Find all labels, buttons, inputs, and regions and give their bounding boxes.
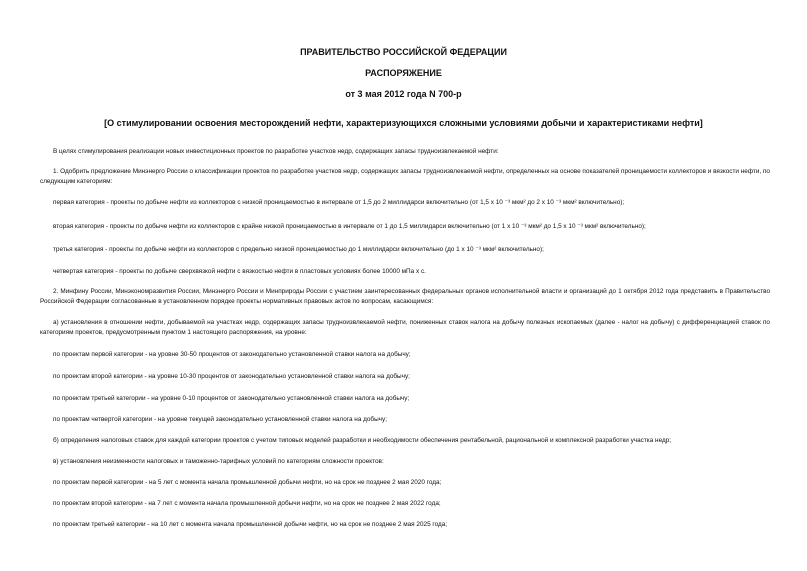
paragraph-item-2: 2. Минфину России, Минэкономразвития России, Минэнерго России и Минприроды России с участием заинтересованных федеральных органов исполнительной власти и организаций до 1 октября 2012 года представить в Правительство Российской Федерации согласованные в установленном порядке проекты нормативных правовых актов по вопросам, касающимся: xyxy=(40,288,770,305)
paragraph-preamble: В целях стимулирования реализации новых инвестиционных проектов по разработке участков недр, содержащих запасы трудноизвлекаемой нефти: xyxy=(53,148,499,155)
paragraph-category-3: третья категория - проекты по добыче нефти из коллекторов с предельно низкой проницаемостью до 1 миллидарси включительно (до 1 х 10 ⁻³ мкм² включительно); xyxy=(53,246,544,253)
document-date-number: от 3 мая 2012 года N 700-р xyxy=(345,89,462,99)
document-title: [О стимулировании освоения месторождений нефти, характеризующихся сложными условиями добычи и характеристиками нефти] xyxy=(104,118,703,128)
government-heading: ПРАВИТЕЛЬСТВО РОССИЙСКОЙ ФЕДЕРАЦИИ xyxy=(300,47,507,57)
paragraph-rate-category-4: по проектам четвертой категории - на уровне текущей законодательно установленной ставки налога на добычу; xyxy=(53,416,387,423)
paragraph-rate-category-2: по проектам второй категории - на уровне 10-30 процентов от законодательно установленной ставки налога на добычу; xyxy=(53,373,410,380)
paragraph-item-2a: а) установления в отношении нефти, добываемой на участках недр, содержащих запасы трудноизвлекаемой нефти, пониженных ставок налога на добычу полезных ископаемых (далее - налог на добычу) с дифференциацией ставок по категориям проектов, предусмотренным пунктом 1 настоящего распоряжения, на уровне: xyxy=(40,319,770,336)
paragraph-term-category-3: по проектам третьей категории - на 10 лет с момента начала промышленной добычи нефти, но на срок не позднее 2 мая 2025 года; xyxy=(53,521,448,528)
paragraph-category-4: четвертая категория - проекты по добыче сверхвязкой нефти с вязкостью нефти в пластовых условиях более 10000 мПа х с. xyxy=(53,268,426,275)
paragraph-term-category-1: по проектам первой категории - на 5 лет с момента начала промышленной добычи нефти, но на срок не позднее 2 мая 2020 года; xyxy=(53,479,442,486)
paragraph-rate-category-3: по проектам третьей категории - на уровне 0-10 процентов от законодательно установленной ставки налога на добычу; xyxy=(53,395,410,402)
paragraph-item-2b: б) определения налоговых ставок для каждой категории проектов с учетом типовых моделей разработки и необходимости обеспечения рентабельной, рациональной и комплексной разработки участка недр; xyxy=(53,437,672,444)
paragraph-term-category-2: по проектам второй категории - на 7 лет с момента начала промышленной добычи нефти, но на срок не позднее 2 мая 2022 года; xyxy=(53,500,441,507)
paragraph-rate-category-1: по проектам первой категории - на уровне 30-50 процентов от законодательно установленной ставки налога на добычу; xyxy=(53,351,411,358)
paragraph-item-2c: в) установления неизменности налоговых и таможенно-тарифных условий по категориям сложности проектов: xyxy=(53,458,384,465)
document-type-heading: РАСПОРЯЖЕНИЕ xyxy=(365,68,442,78)
paragraph-category-2: вторая категория - проекты по добыче нефти из коллекторов с крайне низкой проницаемостью в интервале от 1 до 1,5 миллидарси включительно (от 1 х 10 ⁻³ мкм² до 1,5 х 10 ⁻³ мкм² включительно); xyxy=(53,223,646,230)
paragraph-category-1: первая категория - проекты по добыче нефти из коллекторов с низкой проницаемостью в интервале от 1,5 до 2 миллидарси включительно (от 1,5 х 10 ⁻³ мкм² до 2 х 10 ⁻³ мкм² включительно); xyxy=(53,199,625,206)
paragraph-item-1: 1. Одобрить предложение Минэнерго России о классификации проектов по разработке участков недр, содержащих запасы трудноизвлекаемой нефти, определенных на основе показателей проницаемости коллекторов и вязкости нефти, по следующим категориям: xyxy=(40,168,770,185)
